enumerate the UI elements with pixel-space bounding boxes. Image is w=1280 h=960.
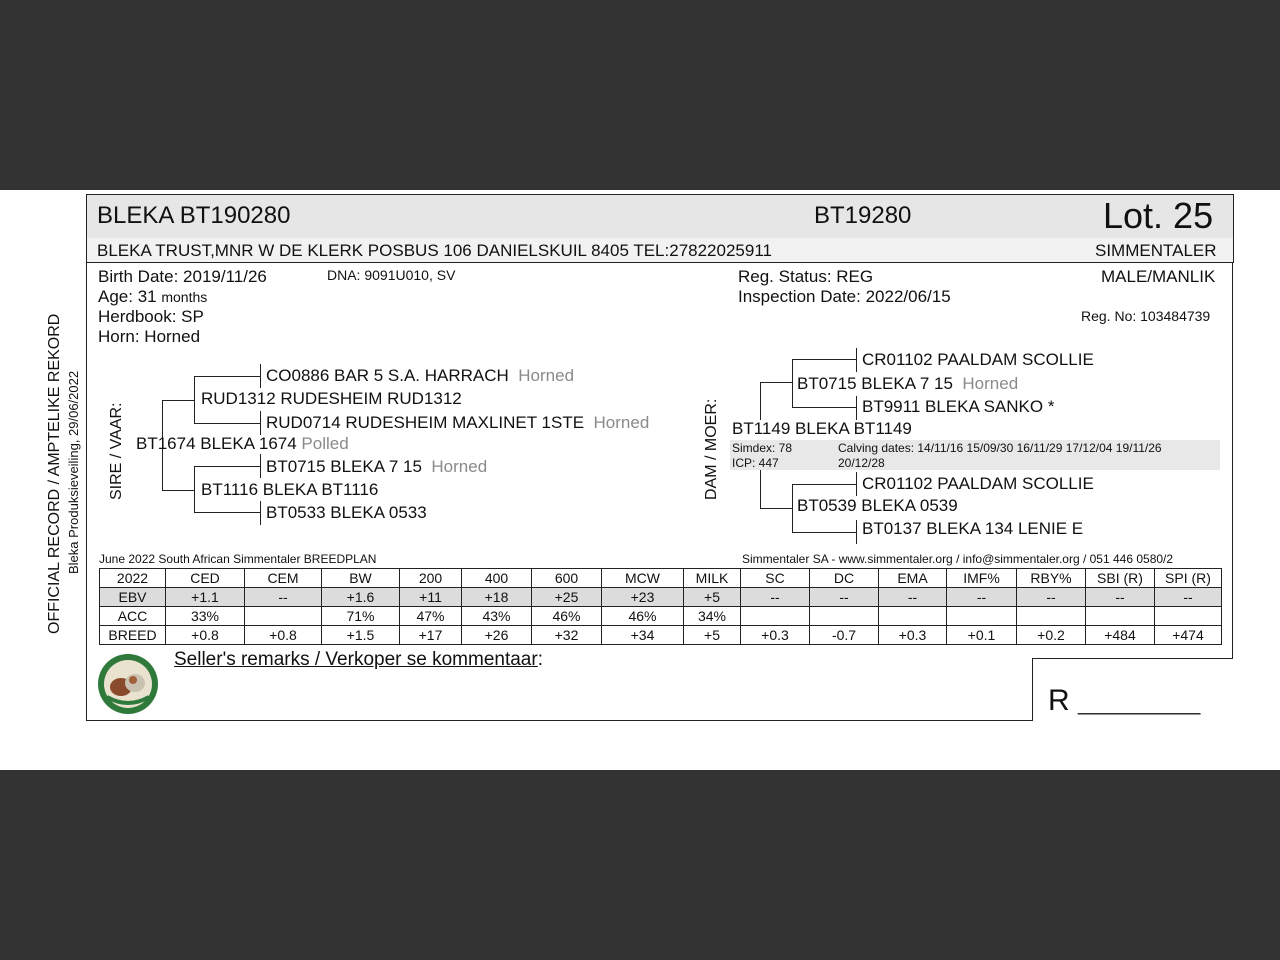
table-cell: +5 [684,626,741,645]
table-cell: +0.8 [166,626,245,645]
table-cell: -- [245,588,322,607]
dam-sire-dam: BT9911 BLEKA SANKO * [862,397,1055,416]
table-cell: 43% [462,607,532,626]
table-cell: +1.1 [166,588,245,607]
table-cell: +1.6 [322,588,400,607]
breedplan-table [99,568,1222,645]
calving-dates-cont: 20/12/28 [838,456,885,470]
col-header: 400 [462,569,532,588]
breed-row [100,626,1222,645]
col-header: 2022 [100,569,166,588]
table-cell: +17 [400,626,462,645]
table-cell: 46% [602,607,684,626]
reg-status: Reg. Status: REG [738,267,874,286]
table-cell: -0.7 [810,626,879,645]
table-cell: +34 [602,626,684,645]
table-cell [1155,607,1222,626]
dam-dam-sire: CR01102 PAALDAM SCOLLIE [862,474,1094,493]
table-cell [245,607,322,626]
breedplan-contact: Simmentaler SA - www.simmentaler.org / info@simmentaler.org / 051 446 0580/2 [742,552,1174,566]
simmentaler-logo-icon [97,653,159,715]
age: Age: 31 months [98,287,208,306]
table-cell [810,607,879,626]
animal-id-code: BT19280 [814,202,912,229]
breedplan-header-row [100,569,1222,588]
dam: BT1149 BLEKA BT1149 [732,419,912,438]
sex: MALE/MANLIK [1101,267,1216,286]
sire: BT1674 BLEKA 1674 Polled [136,434,349,453]
table-cell: BREED [100,626,166,645]
table-cell: 34% [684,607,741,626]
official-record-label: OFFICIAL RECORD / AMPTELIKE REKORD [46,313,63,634]
table-cell: -- [879,588,947,607]
table-cell: +23 [602,588,684,607]
dam-sire: BT0715 BLEKA 7 15 Horned [797,374,1019,393]
sire-sire-dam: RUD0714 RUDESHEIM MAXLINET 1STE Horned [266,413,650,432]
table-cell: +484 [1086,626,1155,645]
table-cell: -- [1017,588,1086,607]
table-cell: +1.5 [322,626,400,645]
table-cell: +18 [462,588,532,607]
table-cell: +0.3 [879,626,947,645]
table-cell: EBV [100,588,166,607]
table-cell: +26 [462,626,532,645]
table-cell [947,607,1017,626]
dam-label: DAM / MOER: [703,398,720,500]
calving-dates: Calving dates: 14/11/16 15/09/30 16/11/29 17/12/04 19/11/26 [838,441,1162,455]
col-header: IMF% [947,569,1017,588]
reg-number: Reg. No: 103484739 [1081,308,1211,324]
herdbook: Herdbook: SP [98,307,204,326]
frame-bottom [86,720,1032,721]
table-cell: -- [947,588,1017,607]
col-header: CED [166,569,245,588]
lot-number: Lot. 25 [1103,195,1214,236]
table-cell: ACC [100,607,166,626]
table-cell: -- [1086,588,1155,607]
col-header: EMA [879,569,947,588]
sire-sire: RUD1312 RUDESHEIM RUD1312 [201,389,462,408]
dam-dam: BT0539 BLEKA 0539 [797,496,958,515]
col-header: BW [322,569,400,588]
table-cell: -- [1155,588,1222,607]
owner-line: BLEKA TRUST,MNR W DE KLERK POSBUS 106 DANIELSKUIL 8405 TEL:27822025911 [97,241,772,260]
table-cell [1017,607,1086,626]
table-cell: +0.1 [947,626,1017,645]
table-cell: +11 [400,588,462,607]
table-cell: +32 [532,626,602,645]
sire-label: SIRE / VAAR: [108,402,125,500]
col-header: SBI (R) [1086,569,1155,588]
sire-dam-dam: BT0533 BLEKA 0533 [266,503,427,522]
acc-row [100,607,1222,626]
table-cell [741,607,810,626]
table-cell: +0.3 [741,626,810,645]
table-cell: +0.2 [1017,626,1086,645]
sellers-remarks-label: Seller's remarks / Verkoper se kommentaar: [174,649,543,670]
sire-dam: BT1116 BLEKA BT1116 [201,480,379,499]
table-cell: -- [741,588,810,607]
table-cell: 47% [400,607,462,626]
frame-right [1232,262,1233,658]
table-cell: +0.8 [245,626,322,645]
col-header: RBY% [1017,569,1086,588]
col-header: MCW [602,569,684,588]
horn-status: Horn: Horned [98,327,201,346]
animal-name: BLEKA BT190280 [97,202,291,229]
col-header: SPI (R) [1155,569,1222,588]
sale-label: Bleka Produksieveiling, 29/06/2022 [66,370,81,574]
table-cell [1086,607,1155,626]
table-cell: -- [810,588,879,607]
icp: ICP: 447 [732,456,779,470]
col-header: 200 [400,569,462,588]
catalogue-sheet [0,190,1280,770]
table-cell: 46% [532,607,602,626]
table-cell: +25 [532,588,602,607]
table-cell: +474 [1155,626,1222,645]
col-header: SC [741,569,810,588]
col-header: MILK [684,569,741,588]
breedplan-title: June 2022 South African Simmentaler BREEDPLAN [99,552,377,566]
table-cell: 33% [166,607,245,626]
col-header: DC [810,569,879,588]
sire-sire-sire: CO0886 BAR 5 S.A. HARRACH Horned [266,366,575,385]
frame-price-top [1032,658,1233,659]
frame-left [86,262,87,721]
birth-date: Birth Date: 2019/11/26 [98,267,267,286]
ebv-row [100,588,1222,607]
table-cell: +5 [684,588,741,607]
breed-label: SIMMENTALER [1095,241,1217,260]
col-header: 600 [532,569,602,588]
sire-dam-sire: BT0715 BLEKA 7 15 Horned [266,457,488,476]
price-field[interactable]: R __________ [1048,684,1201,717]
table-cell: 71% [322,607,400,626]
dna-info: DNA: 9091U010, SV [327,267,456,283]
table-cell [879,607,947,626]
simdex: Simdex: 78 [732,441,793,455]
frame-price-left [1032,658,1033,721]
dam-dam-dam: BT0137 BLEKA 134 LENIE E [862,519,1084,538]
col-header: CEM [245,569,322,588]
dam-sire-sire: CR01102 PAALDAM SCOLLIE [862,350,1094,369]
inspection-date: Inspection Date: 2022/06/15 [738,287,951,306]
